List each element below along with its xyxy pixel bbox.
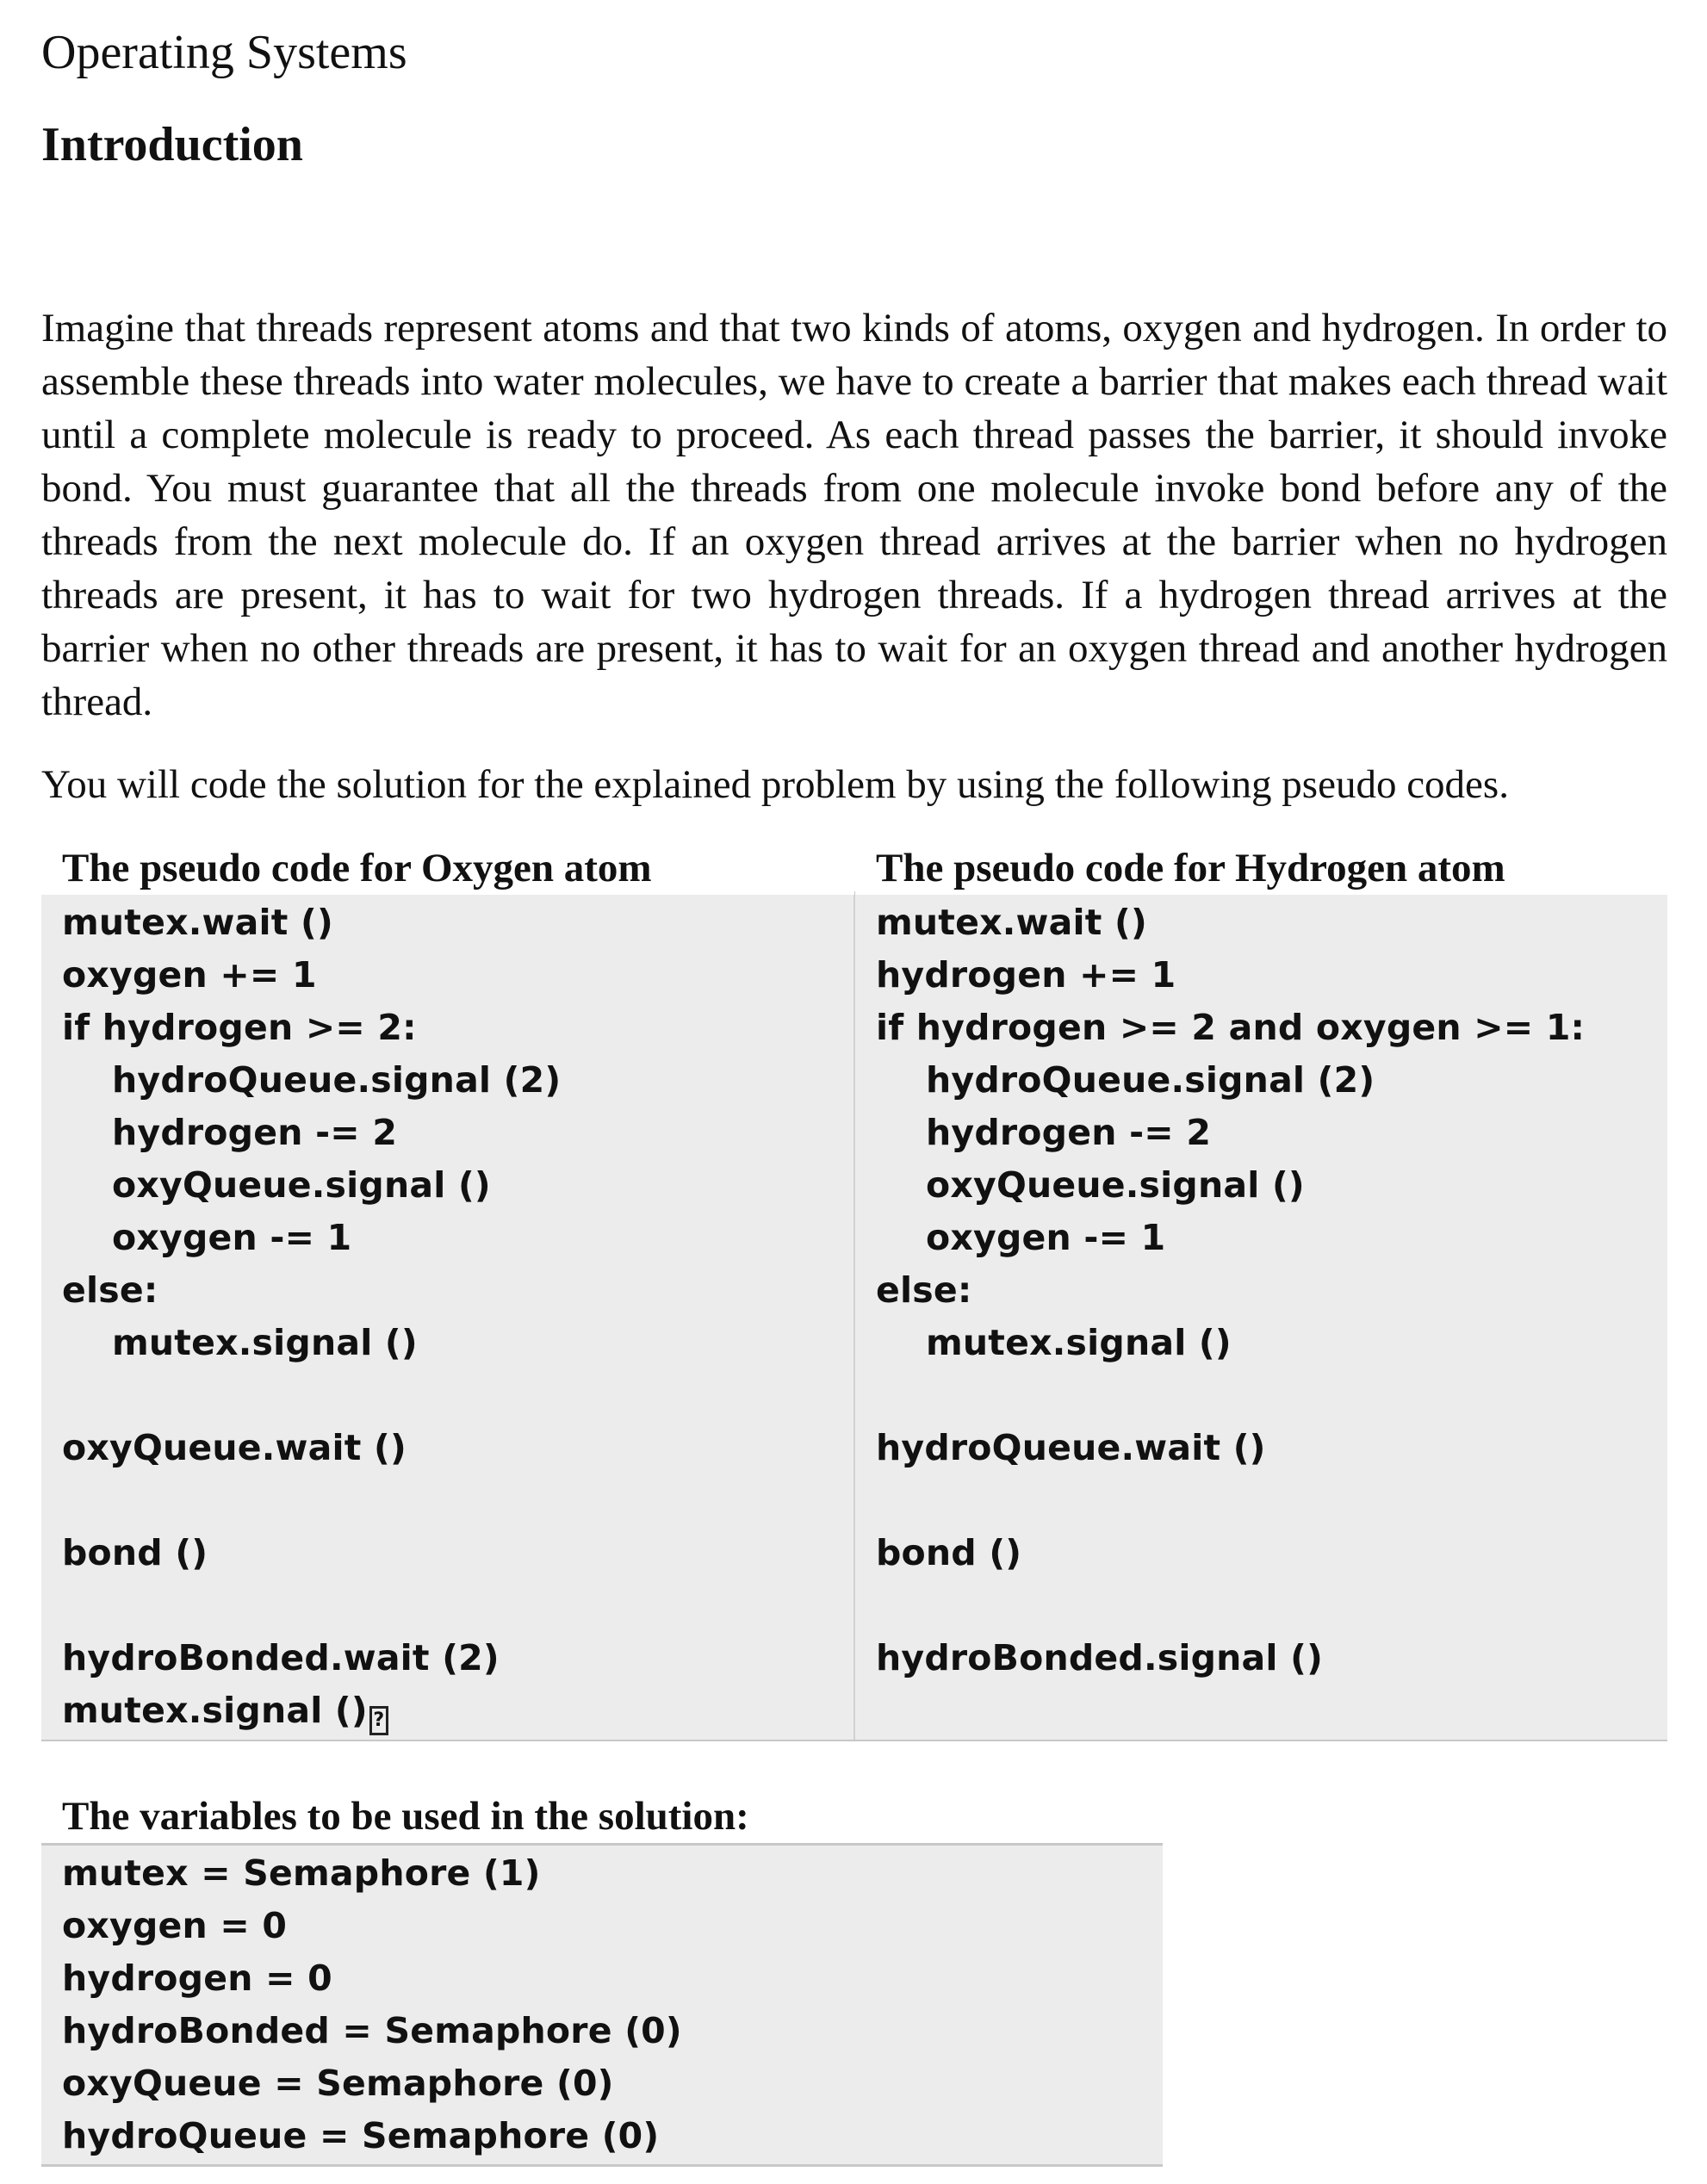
missing-character-glyph: ? [369,1706,388,1735]
code-line: if hydrogen >= 2 and oxygen >= 1: [876,1007,1586,1048]
hydrogen-code-block [855,895,1667,1741]
instruction-text: You will code the solution for the explained problem by using the following pseudo codes. [41,762,1509,807]
table-bottom-divider [41,1740,1667,1741]
code-line: mutex.signal () [926,1322,1232,1363]
oxygen-column [41,841,854,1741]
code-line: mutex.wait () [876,902,1147,943]
code-line: oxyQueue.wait () [62,1427,407,1468]
variables-header: The variables to be used in the solution: [62,1794,749,1839]
variable-line: hydroBonded = Semaphore (0) [62,2010,682,2051]
blank-line [41,1369,854,1422]
code-line: hydroBonded.wait (2) [62,1637,500,1678]
variables-code-block [41,1843,1163,2167]
code-line: bond () [876,1532,1022,1573]
intro-paragraph: Imagine that threads represent atoms and that two kinds of atoms, oxygen and hydrogen. In order to assemble these threads into water molecules, we have to create a barrier that makes each thread wait until a complete molecule is ready to proceed. As each thread passes the barrier, it should invoke bond. You must guarantee that all the threads from one molecule invoke bond before any of the threads from the next molecule do. If an oxygen thread arrives at the barrier when no hydrogen threads are present, it has to wait for two hydrogen threads. If a hydrogen thread arrives at the barrier when no other threads are present, it has to wait for an oxygen thread and another hydrogen thread. [41,306,1667,724]
code-line-last [41,1685,854,1737]
code-line: hydroQueue.signal (2) [926,1059,1375,1101]
code-line: bond () [62,1532,208,1573]
code-line: else: [62,1269,158,1311]
variable-line: oxygen = 0 [62,1905,288,1946]
pseudo-code-table [41,841,1667,1741]
variable-line: hydrogen = 0 [62,1958,332,1999]
code-line: hydrogen -= 2 [112,1112,398,1153]
code-line: oxygen += 1 [62,954,317,996]
code-line: mutex.wait () [62,902,333,943]
blank-line [855,1579,1667,1632]
oxygen-code-block [41,895,854,1741]
variable-line: mutex = Semaphore (1) [62,1852,541,1894]
code-line: hydroQueue.wait () [876,1427,1266,1468]
code-line-text: mutex.signal () [62,1690,368,1731]
code-line: oxygen -= 1 [926,1217,1166,1258]
section-title: Introduction [41,118,303,171]
code-line: if hydrogen >= 2: [62,1007,417,1048]
blank-line [41,1474,854,1527]
variable-line: oxyQueue = Semaphore (0) [62,2063,614,2104]
code-line: oxyQueue.signal () [112,1164,491,1206]
course-title: Operating Systems [41,26,407,79]
code-line: oxygen -= 1 [112,1217,352,1258]
oxygen-column-header: The pseudo code for Oxygen atom [41,841,854,895]
variables-block [41,1790,1163,2167]
hydrogen-column-header: The pseudo code for Hydrogen atom [855,841,1667,895]
code-line: hydrogen -= 2 [926,1112,1212,1153]
code-line: mutex.signal () [112,1322,418,1363]
code-line: hydrogen += 1 [876,954,1176,996]
code-line: oxyQueue.signal () [926,1164,1305,1206]
blank-line [41,1579,854,1632]
blank-line [855,1474,1667,1527]
hydrogen-column [855,841,1667,1741]
code-line: hydroQueue.signal (2) [112,1059,562,1101]
blank-line [855,1369,1667,1422]
code-line: hydroBonded.signal () [876,1637,1324,1678]
variable-line: hydroQueue = Semaphore (0) [62,2115,660,2156]
code-line: else: [876,1269,972,1311]
